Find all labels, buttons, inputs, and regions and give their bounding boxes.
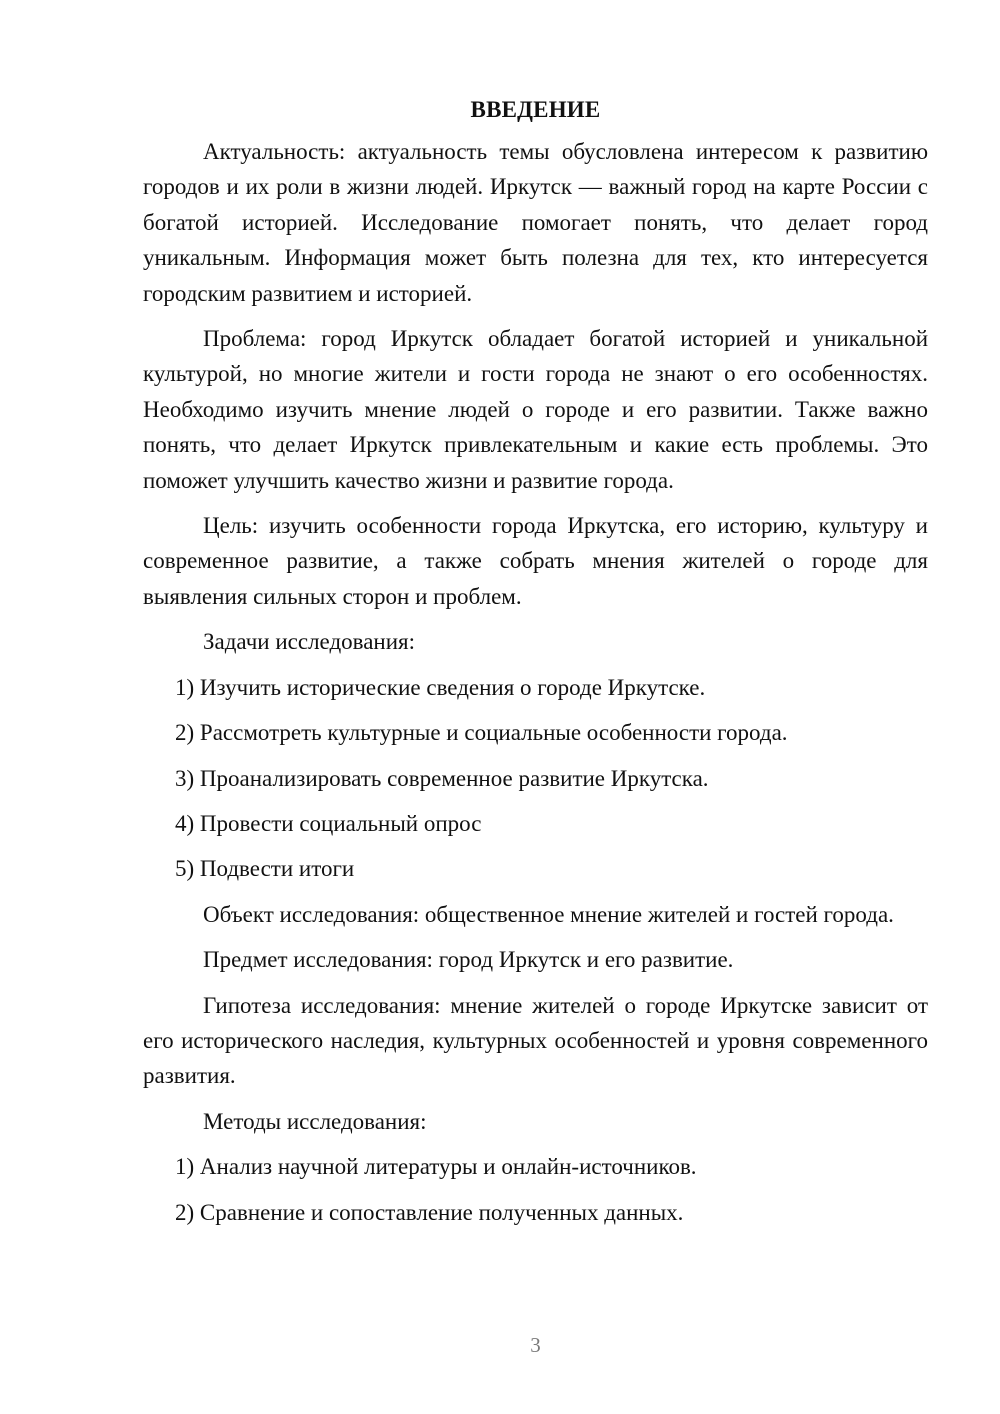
methods-label: Методы исследования:: [203, 1108, 427, 1134]
tasks-list: [143, 670, 928, 887]
document-page: [143, 92, 928, 1240]
list-item: 5) Подвести итоги: [175, 856, 355, 882]
page-number: 3: [530, 1333, 541, 1357]
list-item: 1) Анализ научной литературы и онлайн-источников.: [175, 1154, 697, 1180]
list-item: 2) Сравнение и сопоставление полученных данных.: [175, 1199, 684, 1225]
subject-paragraph: Предмет исследования: город Иркутск и его развитие.: [203, 947, 734, 973]
object-paragraph: Объект исследования: общественное мнение жителей и гостей города.: [203, 901, 894, 927]
relevance-paragraph: Актуальность: актуальность темы обусловлена интересом к развитию городов и их роли в жизни людей. Иркутск — важный город на карте России с богатой историей. Исследование помогает понять, что делает город уникальным. Информация может быть полезна для тех, кто интересуется городским развитием и историей.: [143, 139, 928, 306]
methods-list: [143, 1149, 928, 1230]
list-item: 3) Проанализировать современное развитие Иркутска.: [175, 765, 709, 791]
goal-paragraph: Цель: изучить особенности города Иркутска, его историю, культуру и современное развитие, а также собрать мнения жителей о городе для выявления сильных сторон и проблем.: [143, 513, 928, 609]
tasks-label: Задачи исследования:: [203, 629, 416, 655]
list-item: 2) Рассмотреть культурные и социальные особенности города.: [175, 720, 788, 746]
section-title: ВВЕДЕНИЕ: [470, 97, 601, 122]
list-item: 1) Изучить исторические сведения о городе Иркутске.: [175, 674, 706, 700]
list-item: 4) Провести социальный опрос: [175, 810, 482, 836]
problem-paragraph: Проблема: город Иркутск обладает богатой историей и уникальной культурой, но многие жители и гости города не знают о его особенностях. Необходимо изучить мнение людей о городе и его развитии. Также важно понять, что делает Иркутск привлекательным и какие есть проблемы. Это поможет улучшить качество жизни и развитие города.: [143, 326, 928, 493]
hypothesis-paragraph: Гипотеза исследования: мнение жителей о городе Иркутске зависит от его исторического наследия, культурных особенностей и уровня современного развития.: [143, 992, 928, 1089]
